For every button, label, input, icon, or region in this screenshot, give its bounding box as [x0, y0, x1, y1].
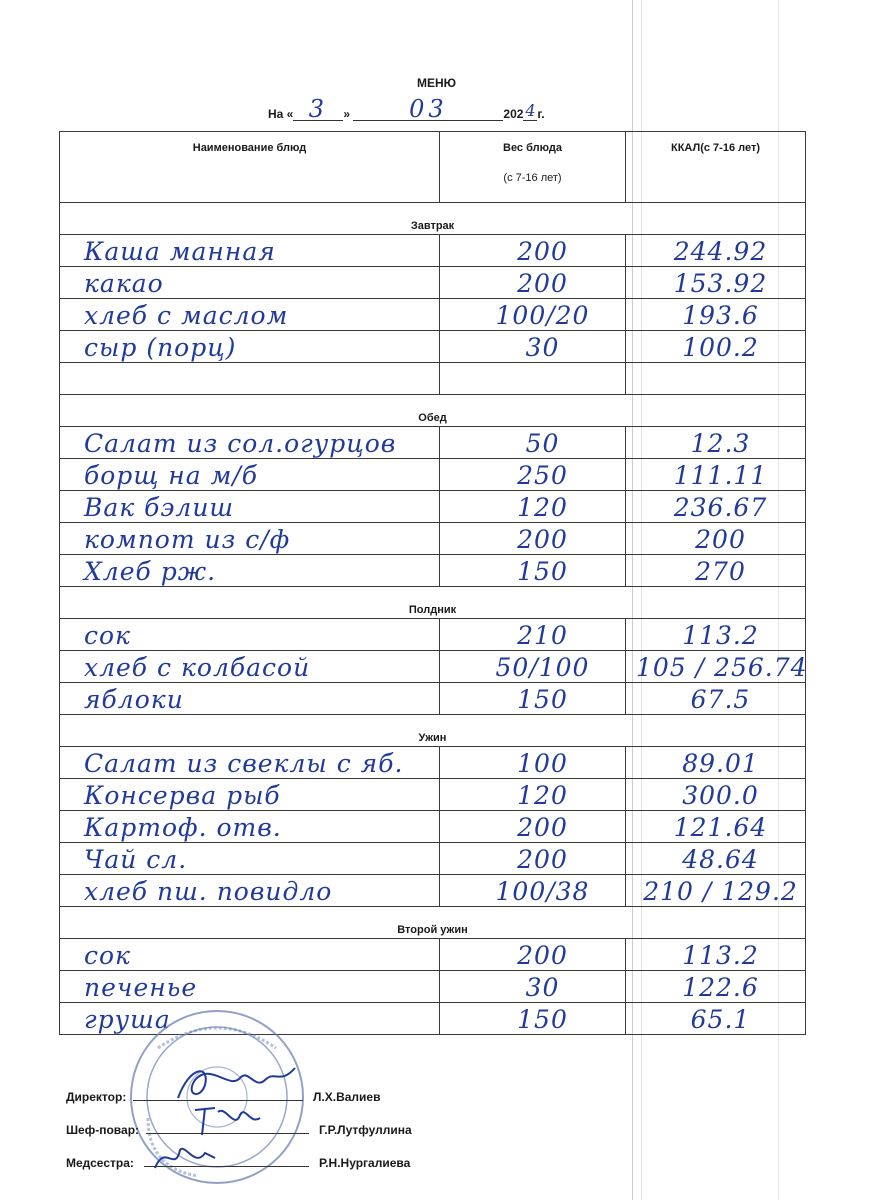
date-suffix: г.: [537, 107, 545, 121]
dish-value: печенье: [84, 973, 198, 1002]
kcal-cell: [626, 523, 806, 555]
dish-cell: [60, 843, 440, 875]
kcal-cell: [626, 1003, 806, 1035]
dish-value: Салат из сол.огурцов: [84, 429, 397, 458]
weight-value: 250: [517, 461, 568, 490]
dish-cell: [60, 523, 440, 555]
date-year-blank: [523, 102, 537, 121]
weight-value: 200: [517, 845, 568, 874]
weight-value: 150: [517, 1005, 568, 1034]
weight-value: 50/100: [495, 653, 590, 682]
weight-value: 200: [517, 813, 568, 842]
weight-cell: [440, 747, 626, 779]
kcal-cell: [626, 619, 806, 651]
dish-cell: [60, 971, 440, 1003]
weight-value: 200: [517, 237, 568, 266]
dish-column-header: Наименование блюд: [60, 132, 440, 203]
date-prefix: На «: [268, 107, 294, 121]
weight-cell: [440, 555, 626, 587]
kcal-value: 67.5: [690, 685, 751, 714]
weight-cell: [440, 1003, 626, 1035]
weight-cell: [440, 779, 626, 811]
kcal-cell: [626, 971, 806, 1003]
section-row: [60, 907, 806, 939]
section-title: Обед: [60, 395, 806, 427]
kcal-value: 210 / 129.2: [643, 877, 798, 906]
dish-value: Картоф. отв.: [84, 813, 282, 842]
table-row: [60, 299, 806, 331]
kcal-cell: [626, 747, 806, 779]
table-row: [60, 555, 806, 587]
kcal-cell: [626, 331, 806, 363]
weight-value: 200: [517, 525, 568, 554]
kcal-cell: [626, 811, 806, 843]
table-row: [60, 523, 806, 555]
dish-cell: [60, 267, 440, 299]
table-row: [60, 971, 806, 1003]
kcal-value: 244.92: [673, 237, 768, 266]
dish-cell: [60, 459, 440, 491]
kcal-value: 122.6: [682, 973, 759, 1002]
kcal-value: 300.0: [682, 781, 759, 810]
kcal-value: 121.64: [673, 813, 768, 842]
table-row: [60, 939, 806, 971]
table-row: [60, 459, 806, 491]
dish-cell: [60, 619, 440, 651]
dish-cell: [60, 235, 440, 267]
kcal-cell: [626, 939, 806, 971]
table-row: [60, 779, 806, 811]
dish-value: борщ на м/б: [84, 461, 259, 490]
dish-value: сок: [84, 941, 131, 970]
date-mid: »: [343, 107, 351, 121]
kcal-cell: [626, 683, 806, 715]
weight-value: 30: [525, 333, 560, 362]
dish-value: какао: [84, 269, 164, 298]
kcal-cell: [626, 427, 806, 459]
kcal-value: 113.2: [682, 621, 759, 650]
kcal-cell: [626, 555, 806, 587]
kcal-cell: [626, 363, 806, 395]
kcal-column-header: ККАЛ(с 7-16 лет): [626, 132, 806, 203]
weight-cell: [440, 363, 626, 395]
weight-cell: [440, 235, 626, 267]
weight-value: 30: [525, 973, 560, 1002]
dish-cell: [60, 811, 440, 843]
date-day: 3: [308, 95, 328, 123]
weight-age-note: (с 7-16 лет): [503, 172, 562, 184]
kcal-cell: [626, 651, 806, 683]
kcal-value: 65.1: [690, 1005, 751, 1034]
weight-cell: [440, 267, 626, 299]
weight-cell: [440, 427, 626, 459]
weight-cell: [440, 651, 626, 683]
table-row: [60, 843, 806, 875]
dish-value: сыр (порц): [84, 333, 237, 362]
weight-cell: [440, 299, 626, 331]
dish-cell: [60, 747, 440, 779]
dish-value: сок: [84, 621, 131, 650]
section-title: Второй ужин: [60, 907, 806, 939]
dish-value: Хлеб рж.: [84, 557, 217, 586]
table-row: [60, 619, 806, 651]
kcal-value: 193.6: [682, 301, 759, 330]
kcal-value: 153.92: [673, 269, 768, 298]
dish-cell: [60, 683, 440, 715]
kcal-value: 12.3: [690, 429, 751, 458]
kcal-value: 113.2: [682, 941, 759, 970]
kcal-cell: [626, 843, 806, 875]
table-row: [60, 363, 806, 395]
dish-value: хлеб пш. повидло: [84, 877, 333, 906]
dish-cell: [60, 427, 440, 459]
dish-value: Вак бэлиш: [84, 493, 235, 522]
kcal-cell: [626, 875, 806, 907]
table-row: [60, 267, 806, 299]
dish-value: Чай сл.: [84, 845, 188, 874]
date-day-blank: [293, 95, 343, 123]
kcal-cell: [626, 299, 806, 331]
dish-cell: [60, 331, 440, 363]
table-row: [60, 747, 806, 779]
section-row: [60, 587, 806, 619]
table-row: [60, 651, 806, 683]
dish-cell: [60, 651, 440, 683]
kcal-value: 48.64: [682, 845, 759, 874]
weight-value: 120: [517, 781, 568, 810]
signature-row-chef: Шеф-повар: Г.Р.Лутфуллина: [66, 1123, 412, 1137]
weight-value: 210: [517, 621, 568, 650]
dish-value: яблоки: [84, 685, 184, 714]
date-month: 03: [409, 95, 448, 123]
dish-value: груша: [84, 1005, 171, 1034]
section-row: [60, 203, 806, 235]
table-row: [60, 427, 806, 459]
weight-value: 150: [517, 557, 568, 586]
weight-cell: [440, 843, 626, 875]
weight-cell: [440, 971, 626, 1003]
section-title: Полдник: [60, 587, 806, 619]
kcal-value: 111.11: [673, 461, 768, 490]
dish-cell: [60, 299, 440, 331]
kcal-cell: [626, 491, 806, 523]
dish-value: Салат из свеклы с яб.: [84, 749, 404, 778]
table-row: [60, 331, 806, 363]
dish-cell: [60, 779, 440, 811]
dish-cell: [60, 875, 440, 907]
section-title: Ужин: [60, 715, 806, 747]
kcal-cell: [626, 235, 806, 267]
dish-cell: [60, 491, 440, 523]
section-row: [60, 715, 806, 747]
table-row: [60, 491, 806, 523]
table-header-row: [60, 132, 806, 203]
dish-value: Каша манная: [84, 237, 276, 266]
kcal-value: 236.67: [673, 493, 768, 522]
page-title: МЕНЮ: [416, 76, 457, 90]
weight-cell: [440, 331, 626, 363]
section-row: [60, 395, 806, 427]
dish-cell: [60, 363, 440, 395]
kcal-value: 270: [695, 557, 746, 586]
table-row: [60, 683, 806, 715]
date-line: [268, 95, 545, 123]
section-title: Завтрак: [60, 203, 806, 235]
kcal-value: 89.01: [682, 749, 759, 778]
signature-row-nurse: Медсестра: Р.Н.Нургалиева: [66, 1156, 411, 1170]
table-row: [60, 875, 806, 907]
dish-value: хлеб с маслом: [84, 301, 289, 330]
weight-value: 100/38: [495, 877, 590, 906]
weight-value: 200: [517, 269, 568, 298]
kcal-cell: [626, 267, 806, 299]
weight-cell: [440, 875, 626, 907]
date-year-digit: 4: [525, 101, 536, 120]
weight-cell: [440, 523, 626, 555]
weight-value: 200: [517, 941, 568, 970]
weight-column-header: Вес блюда (с 7-16 лет): [440, 132, 626, 203]
weight-value: 100: [517, 749, 568, 778]
signature-row-director: Директор: Л.Х.Валиев: [66, 1090, 381, 1104]
date-year-prefix: 202: [503, 107, 524, 121]
kcal-cell: [626, 779, 806, 811]
weight-cell: [440, 459, 626, 491]
dish-cell: [60, 939, 440, 971]
table-row: [60, 235, 806, 267]
dish-cell: [60, 555, 440, 587]
weight-cell: [440, 939, 626, 971]
kcal-value: 100.2: [682, 333, 759, 362]
weight-value: 150: [517, 685, 568, 714]
dish-value: хлеб с колбасой: [84, 653, 311, 682]
signatures-block: [66, 1088, 412, 1187]
weight-cell: [440, 811, 626, 843]
table-row: [60, 811, 806, 843]
weight-cell: [440, 683, 626, 715]
weight-cell: [440, 619, 626, 651]
weight-value: 120: [517, 493, 568, 522]
weight-value: 100/20: [495, 301, 590, 330]
weight-value: 50: [525, 429, 560, 458]
dish-value: Консерва рыб: [84, 781, 281, 810]
date-month-blank: [353, 95, 503, 123]
kcal-value: 200: [695, 525, 746, 554]
menu-table: [59, 131, 806, 1035]
dish-value: компот из с/ф: [84, 525, 291, 554]
kcal-value: 105 / 256.74: [636, 653, 808, 682]
weight-cell: [440, 491, 626, 523]
kcal-cell: [626, 459, 806, 491]
